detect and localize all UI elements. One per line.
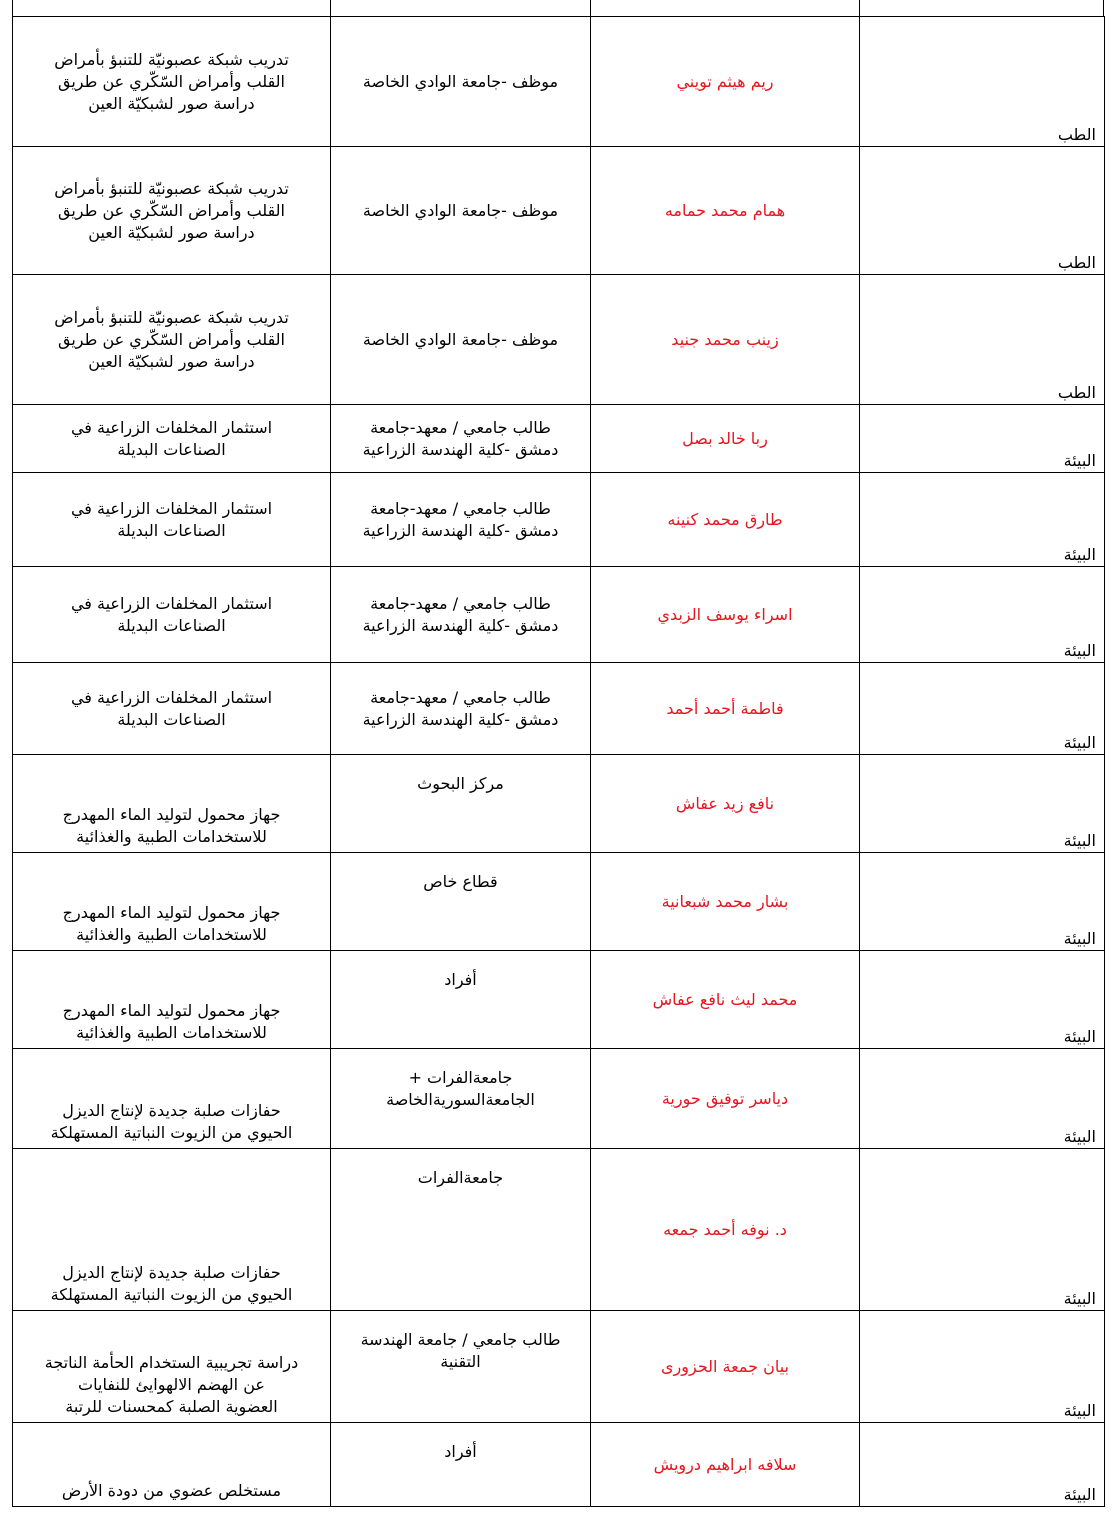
project-title-cell	[13, 755, 331, 853]
institution-cell	[331, 473, 591, 567]
participant-name-cell: فاطمة أحمد أحمد	[591, 663, 860, 755]
institution-cell	[331, 853, 591, 951]
project-title-line: حفازات صلبة جديدة لإنتاج الديزل	[62, 1263, 281, 1282]
participant-name-cell: بشار محمد شبعانية	[591, 853, 860, 951]
project-title-cell	[13, 147, 331, 275]
project-title-cell	[13, 1149, 331, 1311]
participants-table-body	[13, 17, 1105, 1507]
project-title-line: جهاز محمول لتوليد الماء المهدرج	[62, 903, 281, 922]
participant-name-cell: ربا خالد بصل	[591, 405, 860, 473]
institution-line: دمشق -كلية الهندسة الزراعية	[362, 615, 559, 635]
project-title-line: الصناعات البديلة	[117, 615, 226, 635]
column-rule	[590, 0, 591, 16]
participant-name-cell: طارق محمد كنينه	[591, 473, 860, 567]
project-title-cell	[13, 567, 331, 663]
field-cell: البيئة	[860, 663, 1105, 755]
institution-cell	[331, 1149, 591, 1311]
column-rule	[330, 0, 331, 16]
institution-cell	[331, 663, 591, 755]
institution-line: مركز البحوث	[417, 774, 504, 793]
table-row	[13, 755, 1105, 853]
project-title-line: عن الهضم الالهوايئ للنفايات	[78, 1375, 265, 1394]
field-cell: البيئة	[860, 853, 1105, 951]
field-cell: الطب	[860, 147, 1105, 275]
field-cell: البيئة	[860, 951, 1105, 1049]
institution-line: دمشق -كلية الهندسة الزراعية	[362, 520, 559, 540]
project-title-line: مستخلص عضوي من دودة الأرض	[61, 1481, 282, 1500]
project-title-line: دراسة صور لشبكيّة العين	[88, 351, 255, 371]
institution-line: طالب جامعي / معهد-جامعة	[370, 593, 551, 613]
participant-name-cell: اسراء يوسف الزبدي	[591, 567, 860, 663]
institution-cell	[331, 17, 591, 147]
institution-line: الجامعةالسوريةالخاصة	[386, 1090, 535, 1109]
participants-table	[12, 16, 1105, 1507]
field-cell: البيئة	[860, 755, 1105, 853]
project-title-line: استثمار المخلفات الزراعية في	[70, 687, 273, 707]
institution-line: طالب جامعي / معهد-جامعة	[370, 687, 551, 707]
participant-name-cell: دياسر توفيق حورية	[591, 1049, 860, 1149]
institution-line: موظف -جامعة الوادي الخاصة	[362, 200, 559, 220]
project-title-line: الصناعات البديلة	[117, 709, 226, 729]
table-row	[13, 853, 1105, 951]
institution-cell	[331, 147, 591, 275]
project-title-line: الحيوي من الزيوت النباتية المستهلكة	[50, 1285, 293, 1304]
project-title-cell	[13, 17, 331, 147]
field-cell: البيئة	[860, 1423, 1105, 1507]
table-row	[13, 663, 1105, 755]
project-title-cell	[13, 275, 331, 405]
project-title-line: للاستخدامات الطبية والغذائية	[76, 925, 267, 944]
institution-line: طالب جامعي / معهد-جامعة	[370, 417, 551, 437]
project-title-line: حفازات صلبة جديدة لإنتاج الديزل	[62, 1101, 281, 1120]
institution-cell	[331, 755, 591, 853]
institution-cell	[331, 1423, 591, 1507]
institution-cell	[331, 567, 591, 663]
project-title-line: تدريب شبكة عصبونيّة للتنبؤ بأمراض	[54, 49, 289, 69]
project-title-line: القلب وأمراض السّكّري عن طريق	[58, 71, 285, 91]
project-title-line: استثمار المخلفات الزراعية في	[70, 593, 273, 613]
table-row	[13, 147, 1105, 275]
project-title-line: دراسة تجريبية الستخدام الحأمة الناتجة	[44, 1353, 299, 1372]
project-title-line: استثمار المخلفات الزراعية في	[70, 498, 273, 518]
table-row	[13, 405, 1105, 473]
institution-cell	[331, 1049, 591, 1149]
table-row	[13, 275, 1105, 405]
field-cell: البيئة	[860, 405, 1105, 473]
project-title-line: العضوية الصلبة كمحسنات للرتبة	[65, 1397, 278, 1416]
institution-cell	[331, 951, 591, 1049]
institution-line: جامعةالفرات	[417, 1168, 504, 1187]
project-title-cell	[13, 853, 331, 951]
project-title-cell	[13, 1049, 331, 1149]
project-title-line: للاستخدامات الطبية والغذائية	[76, 827, 267, 846]
participant-name-cell: همام محمد حمامه	[591, 147, 860, 275]
column-rule	[12, 0, 13, 16]
project-title-line: استثمار المخلفات الزراعية في	[70, 417, 273, 437]
project-title-line: تدريب شبكة عصبونيّة للتنبؤ بأمراض	[54, 178, 289, 198]
table-row	[13, 1149, 1105, 1311]
project-title-cell	[13, 473, 331, 567]
project-title-line: الصناعات البديلة	[117, 520, 226, 540]
institution-line: التقنية	[440, 1352, 481, 1371]
project-title-line: القلب وأمراض السّكّري عن طريق	[58, 329, 285, 349]
project-title-line: الصناعات البديلة	[117, 439, 226, 459]
table-row	[13, 17, 1105, 147]
institution-line: أفراد	[444, 970, 477, 989]
participant-name-cell: نافع زيد عفاش	[591, 755, 860, 853]
field-cell: البيئة	[860, 1311, 1105, 1423]
institution-line: أفراد	[444, 1442, 477, 1461]
participant-name-cell: ريم هيثم تويني	[591, 17, 860, 147]
institution-line: قطاع خاص	[423, 872, 498, 891]
project-title-line: تدريب شبكة عصبونيّة للتنبؤ بأمراض	[54, 307, 289, 327]
project-title-line: جهاز محمول لتوليد الماء المهدرج	[62, 805, 281, 824]
institution-line: طالب جامعي / معهد-جامعة	[370, 498, 551, 518]
project-title-cell	[13, 951, 331, 1049]
institution-line: جامعةالفرات +	[408, 1068, 513, 1087]
project-title-cell	[13, 405, 331, 473]
field-cell: البيئة	[860, 473, 1105, 567]
institution-cell	[331, 405, 591, 473]
institution-line: دمشق -كلية الهندسة الزراعية	[362, 709, 559, 729]
participant-name-cell: زينب محمد جنيد	[591, 275, 860, 405]
table-row	[13, 567, 1105, 663]
table-row	[13, 1423, 1105, 1507]
project-title-cell	[13, 1423, 331, 1507]
field-cell: الطب	[860, 275, 1105, 405]
project-title-cell	[13, 1311, 331, 1423]
table-row	[13, 1049, 1105, 1149]
table-row	[13, 473, 1105, 567]
institution-cell	[331, 275, 591, 405]
project-title-line: دراسة صور لشبكيّة العين	[88, 222, 255, 242]
project-title-line: القلب وأمراض السّكّري عن طريق	[58, 200, 285, 220]
project-title-line: للاستخدامات الطبية والغذائية	[76, 1023, 267, 1042]
participant-name-cell: محمد ليث نافع عفاش	[591, 951, 860, 1049]
participant-name-cell: بيان جمعة الحزورى	[591, 1311, 860, 1423]
column-rule	[1103, 0, 1104, 16]
participant-name-cell: د. نوفه أحمد جمعه	[591, 1149, 860, 1311]
table-row	[13, 1311, 1105, 1423]
project-title-line: جهاز محمول لتوليد الماء المهدرج	[62, 1001, 281, 1020]
participant-name-cell: سلافه ابراهيم درويش	[591, 1423, 860, 1507]
project-title-line: الحيوي من الزيوت النباتية المستهلكة	[50, 1123, 293, 1142]
field-cell: البيئة	[860, 567, 1105, 663]
institution-cell	[331, 1311, 591, 1423]
table-row	[13, 951, 1105, 1049]
institution-line: موظف -جامعة الوادي الخاصة	[362, 71, 559, 91]
project-title-line: دراسة صور لشبكيّة العين	[88, 93, 255, 113]
institution-line: موظف -جامعة الوادي الخاصة	[362, 329, 559, 349]
field-cell: الطب	[860, 17, 1105, 147]
field-cell: البيئة	[860, 1149, 1105, 1311]
project-title-cell	[13, 663, 331, 755]
column-rule	[859, 0, 860, 16]
institution-line: طالب جامعي / جامعة الهندسة	[360, 1330, 561, 1349]
field-cell: البيئة	[860, 1049, 1105, 1149]
institution-line: دمشق -كلية الهندسة الزراعية	[362, 439, 559, 459]
